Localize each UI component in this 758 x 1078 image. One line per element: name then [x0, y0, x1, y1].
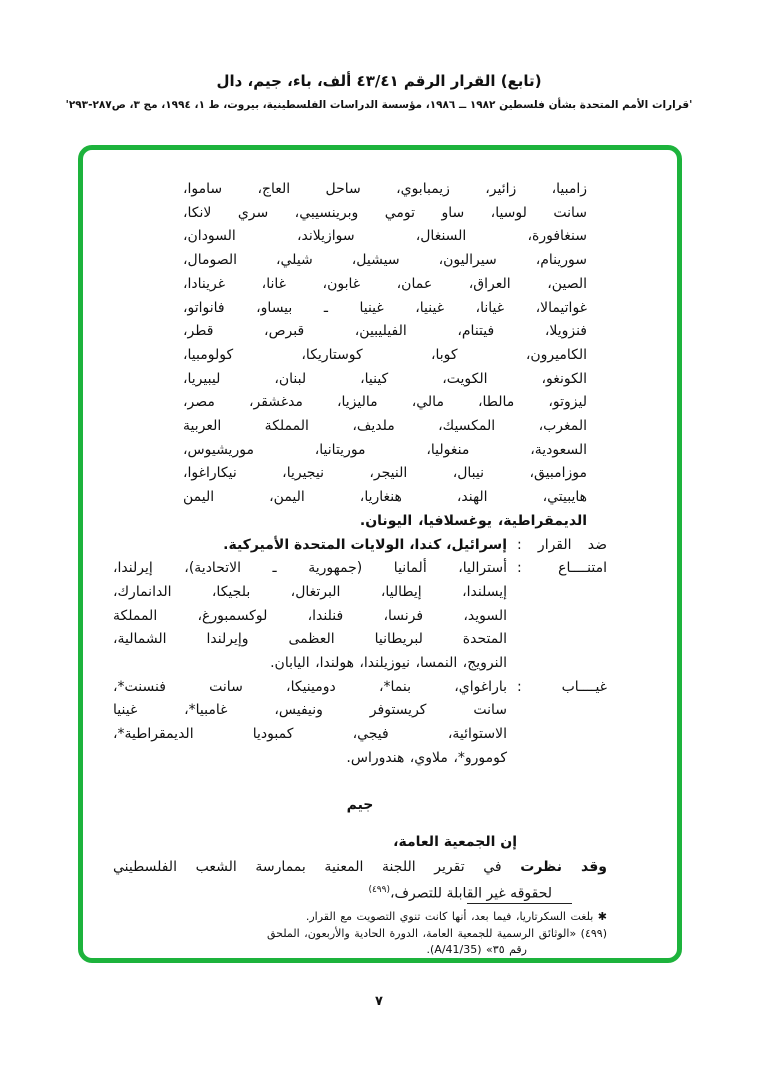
text-line: سورينام، سيراليون، سيشيل، شيلي، الصومال، — [183, 252, 587, 269]
text-line: المتحدة لبريطانيا العظمى وإيرلندا الشمالية، — [113, 631, 507, 648]
against-countries: إسرائيل، كندا، الولايات المتحدة الأميركية. — [223, 536, 507, 553]
text-line: كومورو*، ملاوي، هندوراس. — [346, 749, 507, 766]
text-line: الديمقراطية، يوغسلافيا، اليونان. — [359, 512, 587, 529]
absent-countries — [113, 676, 507, 771]
vote-section-against — [113, 534, 607, 558]
frame-content — [83, 150, 677, 958]
considered-lead: وقد نظرت — [520, 858, 607, 875]
text-line: سنغافورة، السنغال، سوازيلاند، السودان، — [183, 228, 587, 245]
footnote-reference: (٤٩٩) — [368, 884, 390, 895]
in-favor-list — [113, 178, 607, 534]
green-frame — [78, 145, 682, 963]
resolution-title: (تابع) القرار الرقم ٤٣/٤١ ألف، باء، جيم، دال — [216, 72, 542, 90]
absent-label: غيــــاب : — [517, 678, 607, 695]
text-line: رقم ٣٥» (A/41/35). — [426, 943, 527, 957]
text-line: الكونغو، الكويت، كينيا، لبنان، ليبيريا، — [183, 370, 587, 387]
text-line: ✱ بلغت السكرتاريا، فيما بعد، أنها كانت تنوي التصويت مع القرار. — [305, 910, 607, 924]
text-line: إيسلندا، إيطاليا، البرتغال، بلجيكا، الدانمارك، — [113, 583, 507, 600]
vote-section-absent — [113, 676, 607, 771]
text-line: زامبيا، زائير، زيمبابوي، ساحل العاج، ساموا، — [183, 181, 587, 197]
footnotes-block — [113, 909, 607, 959]
text-line: السعودية، منغوليا، موريتانيا، موريشيوس، — [183, 441, 587, 458]
text-line: هايبيتي، الهند، هنغاريا، اليمن، اليمن — [183, 489, 587, 506]
considered-rest: في تقرير اللجنة المعنية بممارسة الشعب الفلسطيني — [113, 858, 521, 875]
text-line: موزامبيق، نيبال، النيجر، نيجيريا، نيكاراغوا، — [183, 465, 587, 482]
text-line: (٤٩٩) «الوثائق الرسمية للجمعية العامة، الدورة الحادية والأربعون، الملحق — [266, 926, 607, 940]
section-heading-jim: جيم — [346, 796, 374, 813]
text-line: الكاميرون، كوبا، كوستاريكا، كولومبيا، — [183, 346, 587, 363]
text-line: ليزوتو، مالطا، مالي، ماليزيا، مدغشقر، مصر، — [183, 394, 587, 411]
text-line: السويد، فرنسا، فنلندا، لوكسمبورغ، المملكة — [113, 607, 507, 624]
text-line: المغرب، المكسيك، ملديف، المملكة العربية — [183, 418, 587, 435]
text-line: سانت كريستوفر ونيفيس، غامبيا*، غينيا — [113, 702, 507, 719]
text-line: النرويج، النمسا، نيوزيلندا، هولندا، اليابان. — [270, 655, 507, 672]
page-header — [0, 0, 758, 111]
considered-paragraph-line1 — [113, 856, 607, 879]
text-line: سانت لوسيا، ساو تومي وبرينسيبي، سري لانكا، — [183, 204, 587, 221]
considered-paragraph-line2: لحقوقه غير القابلة للتصرف،$^{(٤٩٩)}$ — [368, 884, 552, 902]
abstain-label: امتنــــاع : — [517, 560, 607, 577]
text-line: غواتيمالا، غيانا، غينيا، غينيا ـ بيساو، فانواتو، — [183, 299, 587, 316]
page-number: ٧ — [375, 994, 383, 1009]
source-citation: 'قرارات الأمم المتحدة بشأن فلسطين ١٩٨٢ ــ ١٩٨٦، مؤسسة الدراسات الفلسطينية، بيروت، ط ١، ١٩٩٤، مج ٣، ص٢٨٧-٢٩٣' — [65, 99, 693, 111]
against-label: ضد القرار : — [517, 536, 607, 553]
text-line: الصين، العراق، عمان، غابون، غانا، غرينادا، — [183, 275, 587, 292]
vote-section-abstain — [113, 557, 607, 676]
text-line: الاستوائية، فيجي، كمبوديا الديمقراطية*، — [113, 726, 507, 743]
text-line: فنزويلا، فيتنام، الفيليبين، قبرص، قطر، — [183, 323, 587, 340]
text-line: أستراليا، ألمانيا (جمهورية ـ الاتحادية)، إيرلندا، — [113, 560, 507, 577]
text-line: باراغواي، بنما*، دومينيكا، سانت فنسنت*، — [113, 678, 507, 695]
abstain-countries — [113, 557, 507, 676]
assembly-clause: إن الجمعية العامة، — [393, 833, 517, 850]
